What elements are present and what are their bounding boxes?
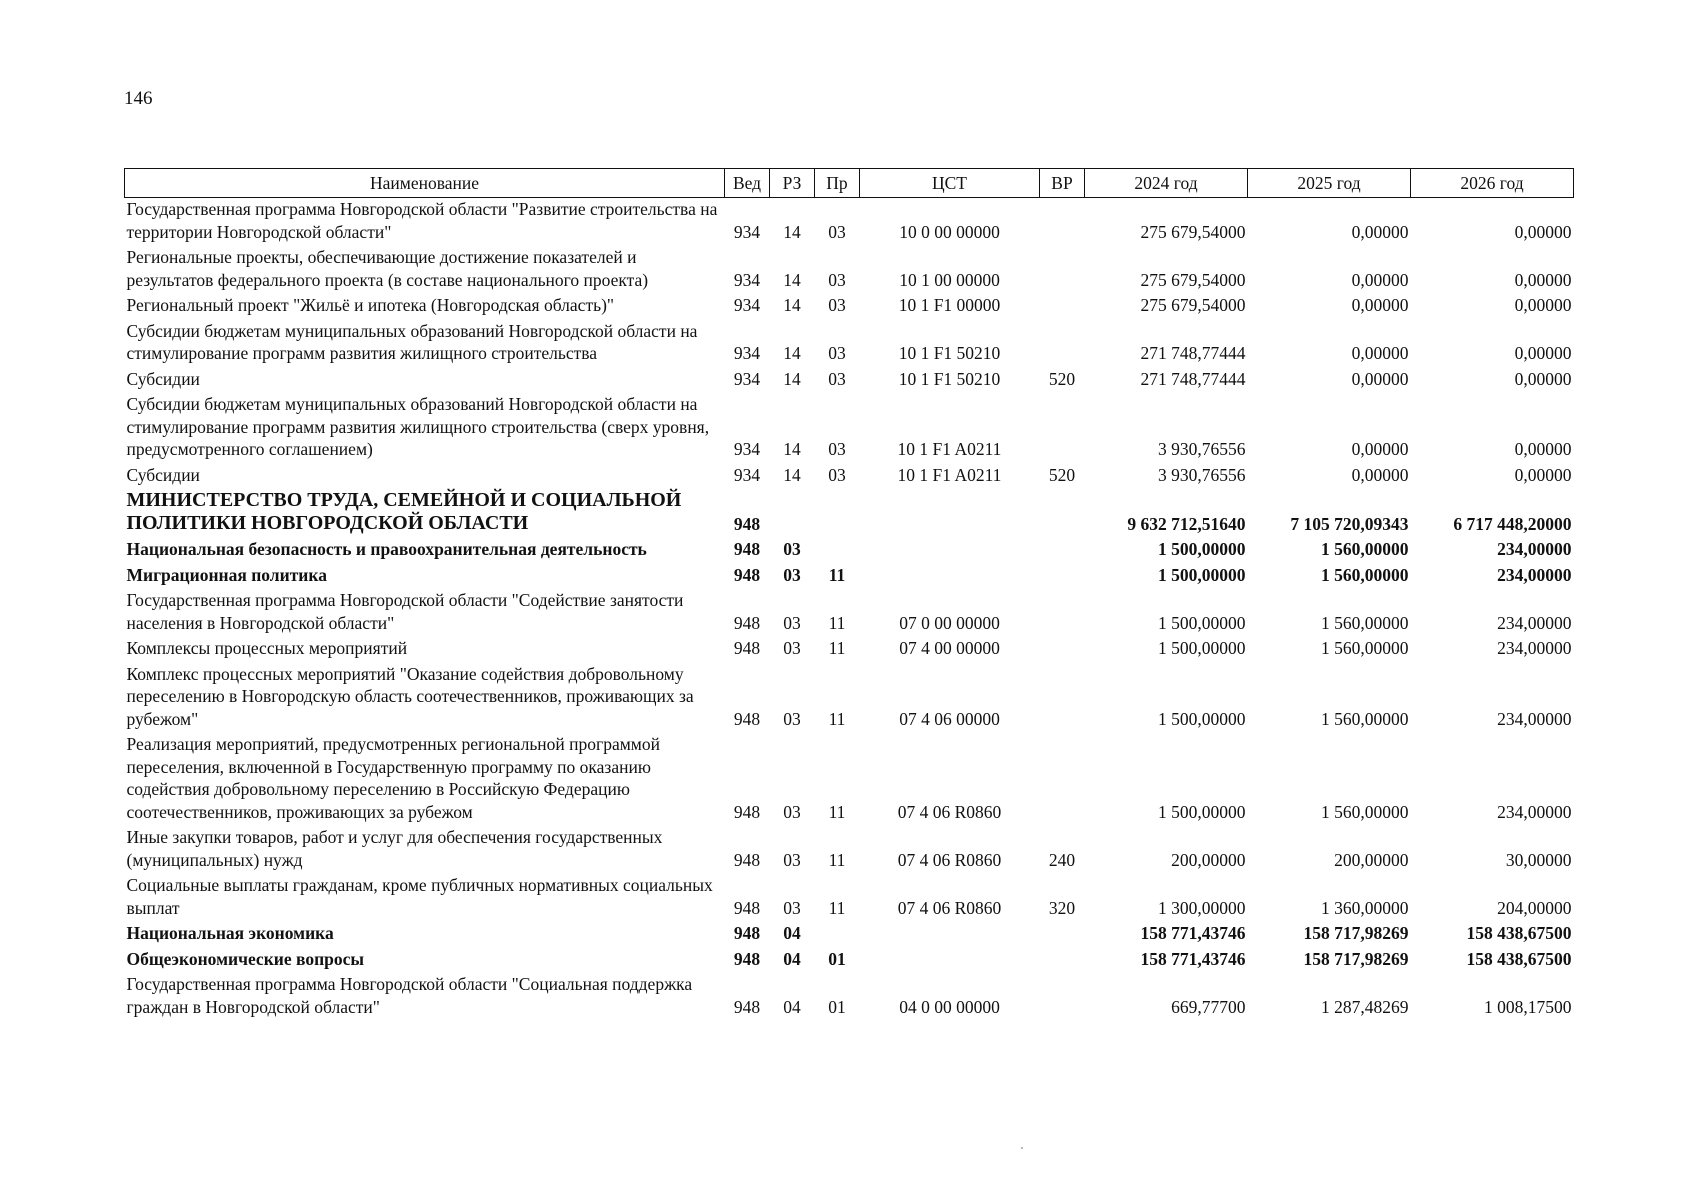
row-vr: 520 bbox=[1048, 368, 1076, 389]
row-name: Общеэкономические вопросы bbox=[126, 948, 365, 969]
row-ved: 934 bbox=[733, 221, 761, 242]
row-vr bbox=[1040, 393, 1085, 464]
row-vr bbox=[1040, 294, 1085, 320]
row-ved: 948 bbox=[733, 923, 761, 943]
row-2025: 7 105 720,09343 bbox=[1290, 513, 1409, 534]
row-2024: 1 500,00000 bbox=[1158, 708, 1246, 729]
row-name: Государственная программа Новгородской области "Социальная поддержка граждан в Новгородской области" bbox=[126, 974, 693, 1017]
row-ved: 934 bbox=[733, 295, 761, 315]
row-2024: 158 771,43746 bbox=[1140, 948, 1246, 969]
row-rz: 03 bbox=[783, 638, 801, 658]
row-cst: 10 1 F1 A0211 bbox=[897, 464, 1002, 485]
row-rz: 03 bbox=[783, 849, 801, 870]
row-ved: 948 bbox=[733, 948, 761, 969]
row-ved: 948 bbox=[733, 996, 761, 1017]
row-2025: 0,00000 bbox=[1351, 269, 1409, 290]
row-2026: 234,00000 bbox=[1497, 564, 1572, 585]
row-2026: 0,00000 bbox=[1514, 269, 1572, 290]
row-name: Субсидии bbox=[126, 464, 200, 485]
row-2024: 158 771,43746 bbox=[1140, 923, 1246, 943]
row-name: Миграционная политика bbox=[126, 564, 327, 585]
row-2026: 30,00000 bbox=[1505, 849, 1572, 870]
row-2024: 275 679,54000 bbox=[1140, 221, 1246, 242]
table-row bbox=[125, 874, 1574, 922]
row-rz: 14 bbox=[783, 439, 801, 459]
row-pr: 11 bbox=[828, 849, 846, 870]
row-name: Национальная безопасность и правоохранительная деятельность bbox=[126, 539, 647, 559]
row-2025: 1 287,48269 bbox=[1321, 996, 1409, 1017]
budget-table bbox=[124, 168, 1574, 1021]
row-rz: 04 bbox=[783, 948, 801, 969]
row-name: Комплекс процессных мероприятий "Оказание содействия добровольному переселению в Новгородскую область соотечественников, проживающих за рубежом" bbox=[126, 663, 694, 729]
header-pr: Пр bbox=[815, 169, 860, 198]
row-name: Комплексы процессных мероприятий bbox=[126, 638, 408, 658]
row-ved: 948 bbox=[733, 708, 761, 729]
row-2025: 0,00000 bbox=[1351, 295, 1409, 315]
row-2025: 0,00000 bbox=[1351, 439, 1409, 459]
row-name: Государственная программа Новгородской области "Содействие занятости населения в Новгородской области" bbox=[126, 590, 684, 633]
row-pr: 03 bbox=[828, 221, 846, 242]
row-pr bbox=[815, 538, 860, 564]
row-vr bbox=[1040, 320, 1085, 368]
row-2024: 275 679,54000 bbox=[1140, 269, 1246, 290]
row-rz: 03 bbox=[783, 564, 801, 585]
row-2024: 1 500,00000 bbox=[1158, 638, 1246, 658]
table-row bbox=[125, 320, 1574, 368]
row-cst: 07 4 06 R0860 bbox=[897, 801, 1002, 822]
row-cst: 10 1 F1 50210 bbox=[898, 368, 1001, 389]
row-2024: 271 748,77444 bbox=[1140, 368, 1246, 389]
header-name: Наименование bbox=[125, 169, 725, 198]
row-ved: 948 bbox=[733, 539, 761, 559]
row-cst bbox=[860, 564, 1040, 590]
row-pr: 01 bbox=[828, 996, 846, 1017]
row-2026: 158 438,67500 bbox=[1466, 923, 1572, 943]
row-vr: 320 bbox=[1048, 897, 1076, 918]
header-2025: 2025 год bbox=[1248, 169, 1411, 198]
row-cst: 07 4 06 R0860 bbox=[897, 897, 1002, 918]
row-rz: 04 bbox=[783, 923, 801, 943]
row-2025: 1 560,00000 bbox=[1321, 801, 1409, 822]
table-row bbox=[125, 663, 1574, 734]
row-pr: 03 bbox=[828, 295, 846, 315]
row-2024: 1 500,00000 bbox=[1158, 539, 1246, 559]
header-ved: Вед bbox=[725, 169, 770, 198]
row-pr: 03 bbox=[828, 464, 846, 485]
row-rz: 14 bbox=[783, 368, 801, 389]
row-2026: 158 438,67500 bbox=[1466, 948, 1572, 969]
row-2026: 234,00000 bbox=[1497, 708, 1572, 729]
row-cst: 10 1 F1 00000 bbox=[898, 295, 1001, 315]
row-vr bbox=[1040, 564, 1085, 590]
row-2026: 0,00000 bbox=[1514, 343, 1572, 363]
row-name: МИНИСТЕРСТВО ТРУДА, СЕМЕЙНОЙ И СОЦИАЛЬНОЙ ПОЛИТИКИ НОВГОРОДСКОЙ ОБЛАСТИ bbox=[126, 489, 682, 534]
row-ved: 948 bbox=[733, 849, 761, 870]
row-pr bbox=[815, 922, 860, 948]
row-cst: 10 1 F1 50210 bbox=[898, 343, 1001, 363]
row-2026: 0,00000 bbox=[1514, 295, 1572, 315]
table-row bbox=[125, 246, 1574, 294]
row-2026: 0,00000 bbox=[1514, 221, 1572, 242]
row-cst: 10 0 00 00000 bbox=[899, 221, 1000, 242]
row-2025: 158 717,98269 bbox=[1303, 948, 1409, 969]
row-vr: 240 bbox=[1048, 849, 1076, 870]
table-row bbox=[125, 464, 1574, 490]
row-2024: 275 679,54000 bbox=[1140, 295, 1246, 315]
row-name: Субсидии бюджетам муниципальных образований Новгородской области на стимулирование программ развития жилищного строительства (сверх уровня, предусмотренного соглашением) bbox=[126, 394, 710, 459]
row-ved: 934 bbox=[733, 343, 761, 363]
row-ved: 948 bbox=[733, 612, 761, 633]
row-name: Субсидии бюджетам муниципальных образований Новгородской области на стимулирование программ развития жилищного строительства bbox=[126, 320, 698, 363]
row-pr: 03 bbox=[828, 343, 846, 363]
row-2026: 234,00000 bbox=[1497, 612, 1572, 633]
row-vr bbox=[1040, 489, 1085, 538]
table-row bbox=[125, 368, 1574, 394]
row-rz bbox=[770, 489, 815, 538]
row-cst: 07 0 00 00000 bbox=[899, 612, 1000, 633]
row-rz: 03 bbox=[783, 612, 801, 633]
row-vr bbox=[1040, 922, 1085, 948]
row-2024: 200,00000 bbox=[1171, 849, 1246, 870]
row-vr bbox=[1040, 637, 1085, 663]
row-2026: 204,00000 bbox=[1497, 897, 1572, 918]
table-row bbox=[125, 637, 1574, 663]
table-row bbox=[125, 294, 1574, 320]
row-2024: 1 500,00000 bbox=[1158, 612, 1246, 633]
table-row-subsection bbox=[125, 564, 1574, 590]
header-rz: РЗ bbox=[770, 169, 815, 198]
row-2024: 1 500,00000 bbox=[1158, 564, 1246, 585]
row-rz: 14 bbox=[783, 295, 801, 315]
row-pr: 11 bbox=[828, 801, 846, 822]
row-2024: 271 748,77444 bbox=[1140, 343, 1246, 363]
row-name: Региональный проект "Жильё и ипотека (Новгородская область)" bbox=[126, 295, 615, 315]
table-row bbox=[125, 393, 1574, 464]
table-row bbox=[125, 826, 1574, 874]
row-rz: 14 bbox=[783, 269, 801, 290]
row-pr: 11 bbox=[828, 612, 846, 633]
row-vr: 520 bbox=[1048, 464, 1076, 485]
row-name: Реализация мероприятий, предусмотренных региональной программой переселения, включенной в Государственную программу по оказанию содействия добровольному переселению в Российскую Федерацию соотечественников, проживающих за рубежом bbox=[126, 734, 660, 822]
row-pr: 11 bbox=[828, 638, 846, 658]
row-ved: 934 bbox=[733, 439, 761, 459]
row-ved: 948 bbox=[733, 801, 761, 822]
row-vr bbox=[1040, 538, 1085, 564]
row-ved: 948 bbox=[733, 564, 761, 585]
row-cst: 10 1 F1 A0211 bbox=[897, 439, 1002, 459]
table-row bbox=[125, 198, 1574, 247]
table-header-row bbox=[125, 169, 1574, 198]
row-2024: 3 930,76556 bbox=[1158, 439, 1246, 459]
table-row bbox=[125, 589, 1574, 637]
table-row bbox=[125, 973, 1574, 1021]
row-rz: 03 bbox=[783, 801, 801, 822]
row-2025: 0,00000 bbox=[1351, 368, 1409, 389]
row-name: Региональные проекты, обеспечивающие достижение показателей и результатов федерального проекта (в составе национального проекта) bbox=[126, 247, 649, 290]
row-2024: 3 930,76556 bbox=[1158, 464, 1246, 485]
row-vr bbox=[1040, 589, 1085, 637]
row-2026: 234,00000 bbox=[1497, 539, 1572, 559]
row-2025: 0,00000 bbox=[1351, 343, 1409, 363]
table-row-ministry bbox=[125, 489, 1574, 538]
row-name: Национальная экономика bbox=[126, 923, 334, 943]
row-2026: 1 008,17500 bbox=[1484, 996, 1572, 1017]
row-2026: 0,00000 bbox=[1514, 464, 1572, 485]
row-cst: 04 0 00 00000 bbox=[899, 996, 1000, 1017]
row-pr: 11 bbox=[828, 897, 846, 918]
page-number: 146 bbox=[124, 88, 153, 109]
row-rz: 03 bbox=[783, 897, 801, 918]
row-name: Государственная программа Новгородской области "Развитие строительства на территории Новгородской области" bbox=[126, 199, 718, 242]
row-2025: 1 360,00000 bbox=[1321, 897, 1409, 918]
row-2024: 669,77700 bbox=[1171, 996, 1246, 1017]
row-ved: 948 bbox=[733, 638, 761, 658]
row-2025: 1 560,00000 bbox=[1321, 708, 1409, 729]
table-row-section bbox=[125, 538, 1574, 564]
row-2024: 1 500,00000 bbox=[1158, 801, 1246, 822]
scan-artifact bbox=[1021, 1147, 1023, 1149]
row-name: Иные закупки товаров, работ и услуг для обеспечения государственных (муниципальных) нужд bbox=[126, 827, 663, 870]
row-2026: 6 717 448,20000 bbox=[1453, 513, 1572, 534]
row-cst bbox=[860, 489, 1040, 538]
row-vr bbox=[1040, 663, 1085, 734]
row-2025: 1 560,00000 bbox=[1321, 612, 1409, 633]
table-row-section bbox=[125, 922, 1574, 948]
row-2024: 9 632 712,51640 bbox=[1127, 513, 1246, 534]
header-2026: 2026 год bbox=[1411, 169, 1574, 198]
row-rz: 03 bbox=[783, 708, 801, 729]
row-rz: 14 bbox=[783, 464, 801, 485]
row-2025: 1 560,00000 bbox=[1321, 539, 1409, 559]
row-cst: 07 4 00 00000 bbox=[899, 638, 1000, 658]
row-rz: 14 bbox=[783, 343, 801, 363]
row-2026: 234,00000 bbox=[1497, 801, 1572, 822]
row-cst: 07 4 06 00000 bbox=[899, 708, 1000, 729]
table-row-subsection bbox=[125, 948, 1574, 974]
row-cst: 10 1 00 00000 bbox=[899, 269, 1000, 290]
row-2026: 0,00000 bbox=[1514, 368, 1572, 389]
row-cst bbox=[860, 922, 1040, 948]
header-vr: ВР bbox=[1040, 169, 1085, 198]
header-cst: ЦСТ bbox=[860, 169, 1040, 198]
row-vr bbox=[1040, 733, 1085, 826]
row-ved: 934 bbox=[733, 368, 761, 389]
row-vr bbox=[1040, 246, 1085, 294]
row-vr bbox=[1040, 198, 1085, 247]
row-2025: 158 717,98269 bbox=[1303, 923, 1409, 943]
row-ved: 948 bbox=[733, 897, 761, 918]
row-2026: 0,00000 bbox=[1514, 439, 1572, 459]
row-vr bbox=[1040, 948, 1085, 974]
row-vr bbox=[1040, 973, 1085, 1021]
row-2025: 1 560,00000 bbox=[1321, 564, 1409, 585]
row-2026: 234,00000 bbox=[1497, 638, 1572, 658]
row-ved: 948 bbox=[733, 513, 761, 534]
row-2025: 1 560,00000 bbox=[1321, 638, 1409, 658]
row-name: Субсидии bbox=[126, 368, 200, 389]
row-pr: 03 bbox=[828, 439, 846, 459]
table-row bbox=[125, 733, 1574, 826]
row-pr bbox=[815, 489, 860, 538]
row-2025: 0,00000 bbox=[1351, 221, 1409, 242]
row-cst bbox=[860, 948, 1040, 974]
row-pr: 03 bbox=[828, 269, 846, 290]
row-pr: 11 bbox=[828, 564, 846, 585]
row-cst: 07 4 06 R0860 bbox=[897, 849, 1002, 870]
row-name: Социальные выплаты гражданам, кроме публичных нормативных социальных выплат bbox=[126, 875, 713, 918]
row-ved: 934 bbox=[733, 269, 761, 290]
row-rz: 14 bbox=[783, 221, 801, 242]
header-2024: 2024 год bbox=[1085, 169, 1248, 198]
row-2025: 200,00000 bbox=[1334, 849, 1409, 870]
row-2024: 1 300,00000 bbox=[1158, 897, 1246, 918]
row-rz: 03 bbox=[783, 539, 801, 559]
row-pr: 01 bbox=[828, 948, 846, 969]
row-ved: 934 bbox=[733, 464, 761, 485]
row-pr: 11 bbox=[828, 708, 846, 729]
row-cst bbox=[860, 538, 1040, 564]
row-pr: 03 bbox=[828, 368, 846, 389]
row-2025: 0,00000 bbox=[1351, 464, 1409, 485]
row-rz: 04 bbox=[783, 996, 801, 1017]
